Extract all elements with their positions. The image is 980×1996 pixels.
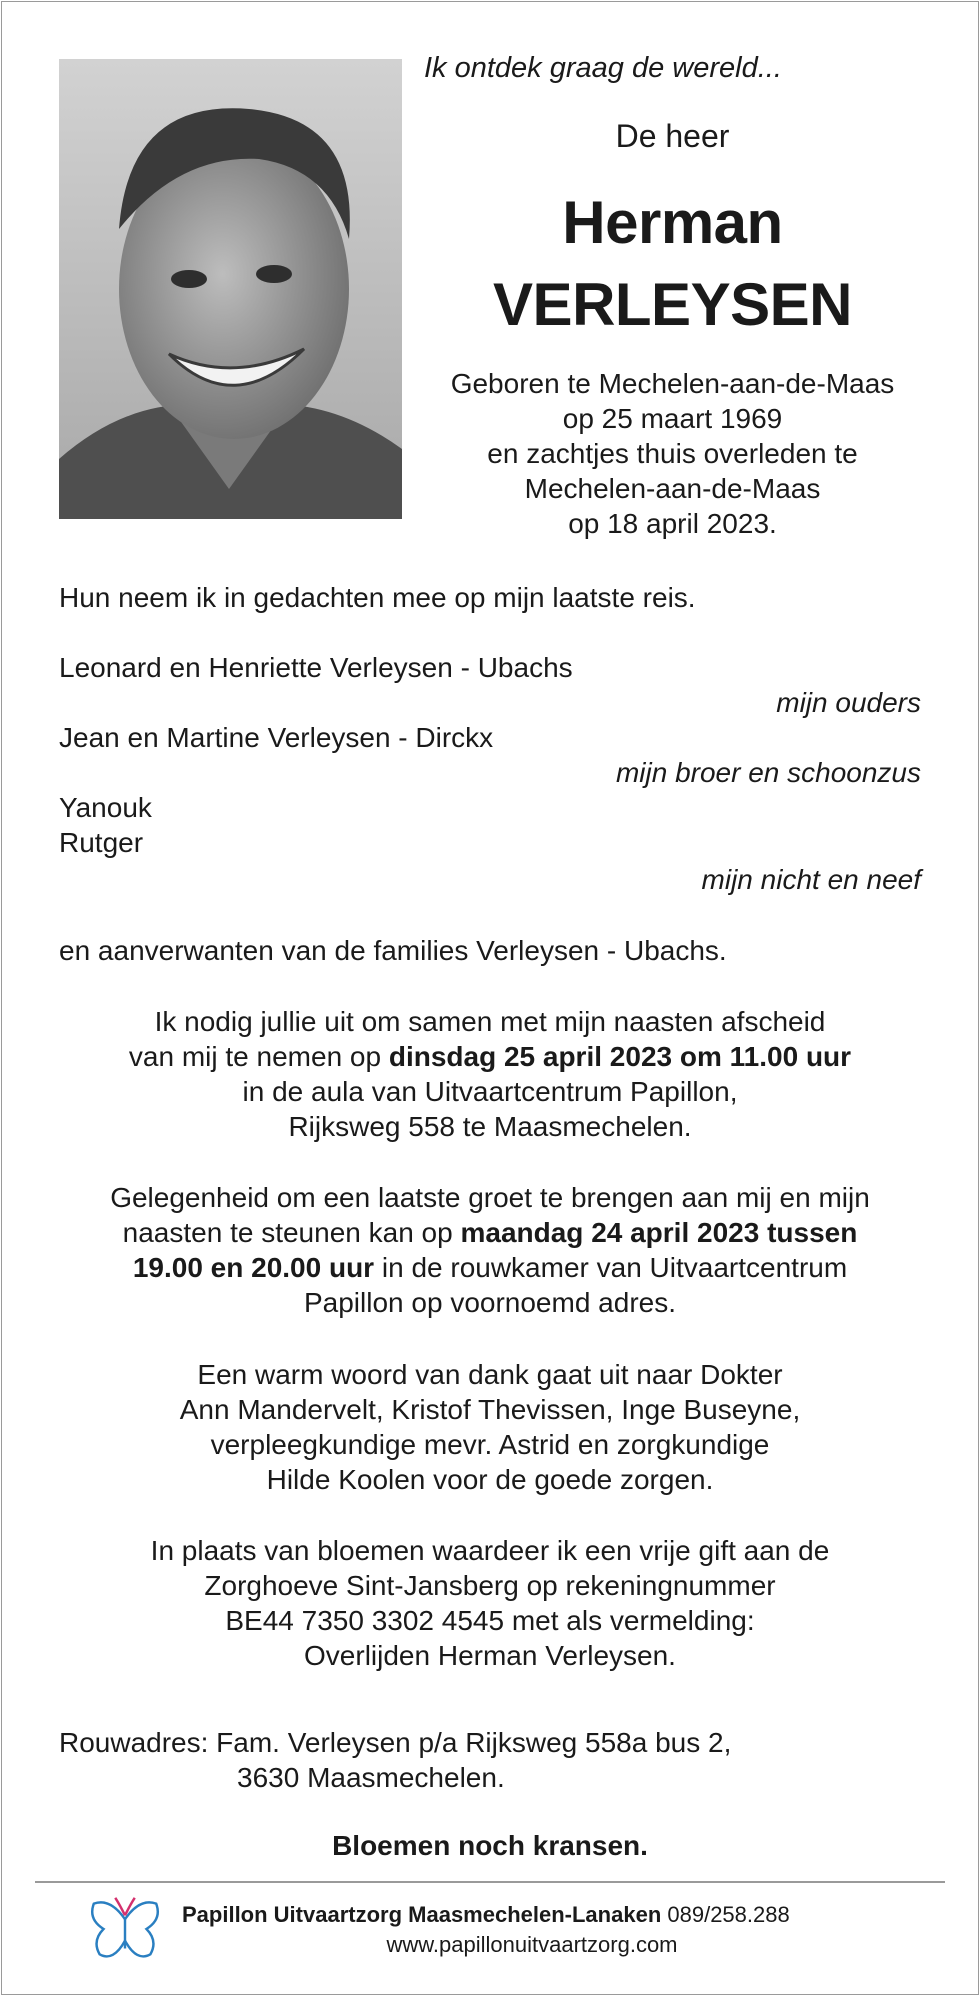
- birth-line: Geboren te Mechelen-aan-de-Maas: [450, 368, 895, 399]
- motto: Ik ontdek graag de wereld...: [424, 52, 782, 84]
- visitation-date: maandag 24 april 2023 tussen: [460, 1217, 858, 1248]
- intro-text: Hun neem ik in gedachten mee op mijn laatste reis.: [59, 582, 696, 613]
- nephew-name: Rutger: [59, 827, 144, 858]
- last-name: VERLEYSEN: [493, 271, 852, 338]
- funeral-home-name: [182, 1902, 790, 1928]
- thanks-line: Ann Mandervelt, Kristof Thevissen, Inge Buseyne,: [179, 1394, 801, 1425]
- funeral-line: Rijksweg 558 te Maasmechelen.: [288, 1111, 692, 1142]
- brother-names: Jean en Martine Verleysen - Dirckx: [59, 722, 494, 753]
- visitation-line-text: in de rouwkamer van Uitvaartcentrum: [374, 1252, 848, 1283]
- thanks-text: [40, 1357, 940, 1497]
- birth-line: en zachtjes thuis overleden te: [487, 438, 858, 469]
- parents-relation: mijn ouders: [776, 687, 921, 718]
- funeral-line-text: van mij te nemen op: [128, 1041, 389, 1072]
- visitation-line: Papillon op voornoemd adres.: [303, 1287, 676, 1318]
- visitation-time: 19.00 en 20.00 uur: [132, 1252, 375, 1283]
- company-name: Papillon Uitvaartzorg Maasmechelen-Lanaken: [182, 1902, 662, 1927]
- footer-divider: [35, 1881, 945, 1883]
- funeral-info: [40, 1004, 940, 1144]
- visitation-line: [40, 1250, 940, 1285]
- phone-number: 089/258.288: [661, 1902, 790, 1927]
- parents-names: Leonard en Henriette Verleysen - Ubachs: [59, 652, 573, 683]
- niece-nephew-relation: mijn nicht en neef: [701, 864, 921, 895]
- thanks-line: Een warm woord van dank gaat uit naar Dokter: [197, 1359, 783, 1390]
- visitation-line: Gelegenheid om een laatste groet te brengen aan mij en mijn: [110, 1182, 870, 1213]
- portrait-photo: [59, 59, 402, 519]
- birth-line: op 25 maart 1969: [562, 403, 783, 434]
- birth-death-info: [415, 366, 930, 541]
- funeral-line: [40, 1039, 940, 1074]
- thanks-line: Hilde Koolen voor de goede zorgen.: [266, 1464, 714, 1495]
- first-name: Herman: [562, 189, 783, 256]
- niece-name: Yanouk: [59, 792, 152, 823]
- brother-relation: mijn broer en schoonzus: [615, 757, 921, 788]
- donation-line: Zorghoeve Sint-Jansberg op rekeningnummer: [204, 1570, 776, 1601]
- visitation-info: [40, 1180, 940, 1320]
- funeral-line: Ik nodig jullie uit om samen met mijn naasten afscheid: [154, 1006, 826, 1037]
- funeral-line: in de aula van Uitvaartcentrum Papillon,: [242, 1076, 738, 1107]
- birth-line: op 18 april 2023.: [568, 508, 777, 539]
- salutation: De heer: [615, 118, 730, 154]
- relatives-text: en aanverwanten van de families Verleysen - Ubachs.: [59, 935, 727, 966]
- mourning-address: Rouwadres: Fam. Verleysen p/a Rijksweg 558a bus 2,: [59, 1727, 732, 1758]
- mourning-address-city: 3630 Maasmechelen.: [237, 1762, 505, 1793]
- visitation-line: [40, 1215, 940, 1250]
- no-flowers-notice: Bloemen noch kransen.: [332, 1830, 648, 1861]
- donation-text: [40, 1533, 940, 1673]
- donation-line: Overlijden Herman Verleysen.: [304, 1640, 676, 1671]
- birth-line: Mechelen-aan-de-Maas: [524, 473, 821, 504]
- thanks-line: verpleegkundige mevr. Astrid en zorgkundige: [210, 1429, 770, 1460]
- funeral-datetime: dinsdag 25 april 2023 om 11.00 uur: [388, 1041, 852, 1072]
- website-link[interactable]: www.papillonuitvaartzorg.com: [386, 1932, 678, 1957]
- donation-line: In plaats van bloemen waardeer ik een vrije gift aan de: [150, 1535, 830, 1566]
- visitation-line-text: naasten te steunen kan op: [122, 1217, 461, 1248]
- donation-line: BE44 7350 3302 4545 met als vermelding:: [225, 1605, 755, 1636]
- butterfly-icon: [86, 1890, 164, 1968]
